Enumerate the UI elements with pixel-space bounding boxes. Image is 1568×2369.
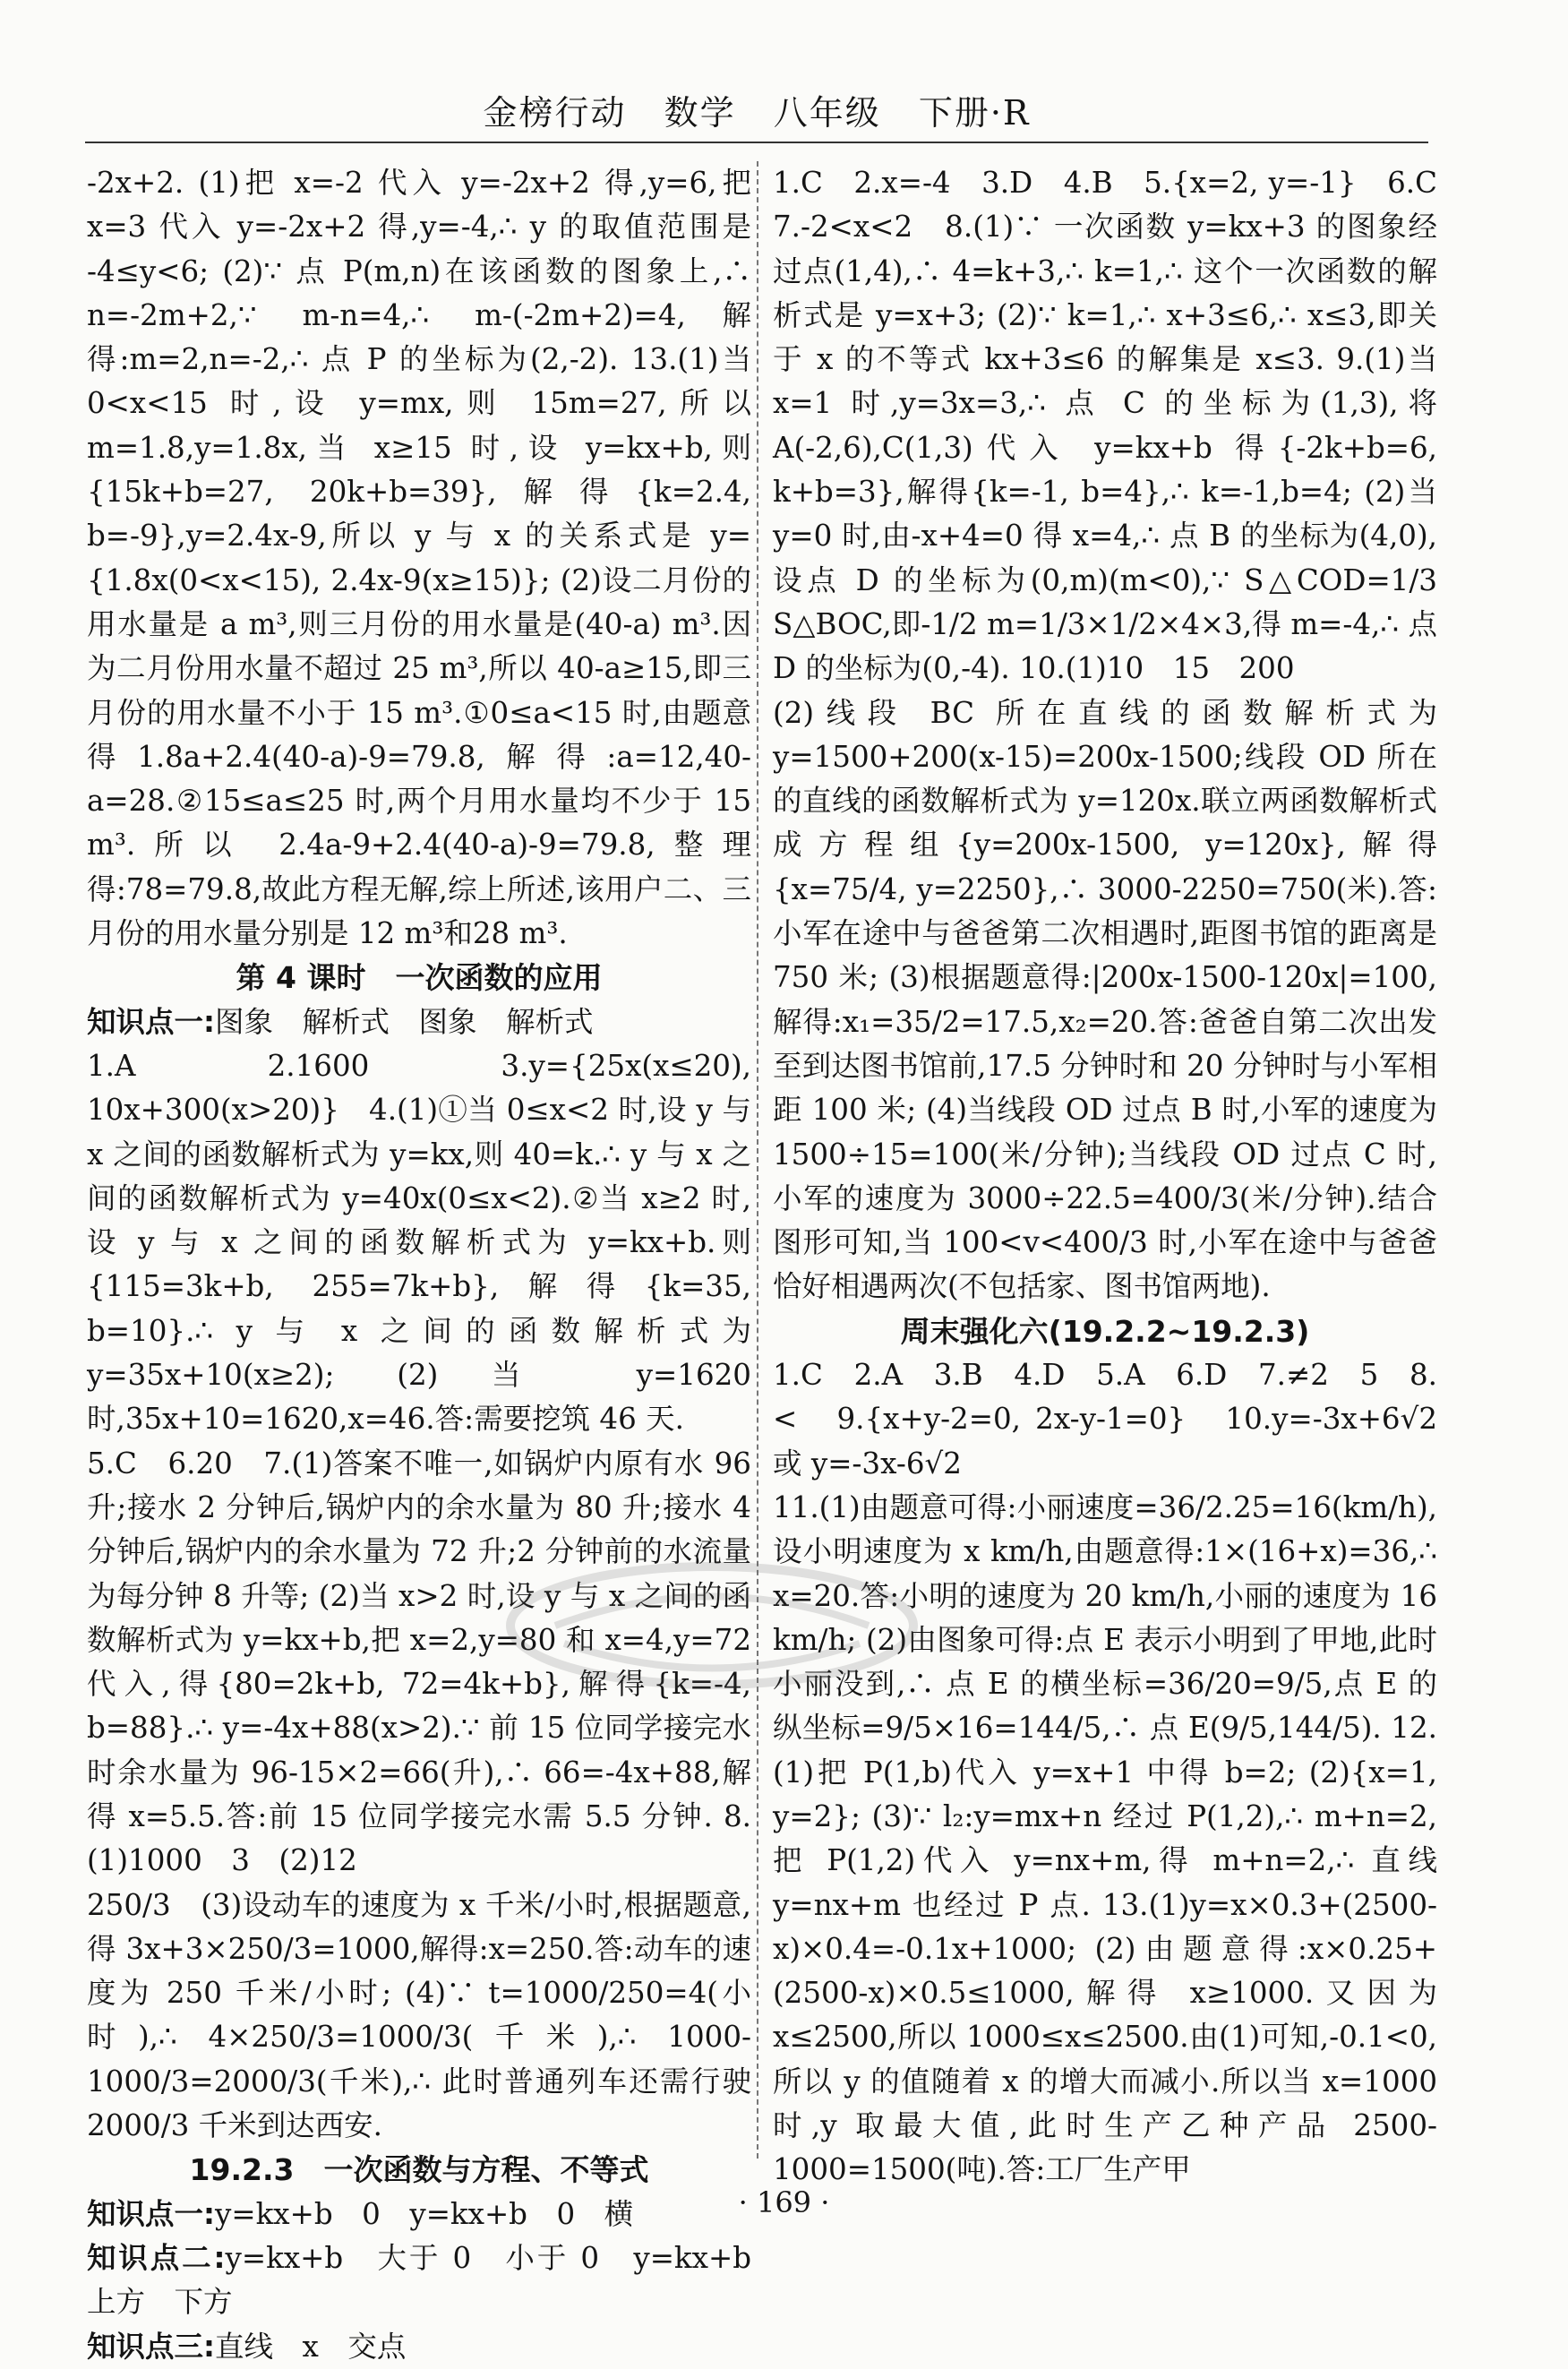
knowledge-point-label: 知识点一: (87, 1004, 215, 1039)
column-divider (757, 161, 758, 2159)
grade-label: 八年级 (773, 93, 881, 133)
section-title: 周末强化六(19.2.2~19.2.3) (900, 1313, 1310, 1349)
answer-paragraph: 1.C 2.x=-4 3.D 4.B 5.{x=2, y=-1} 6.C 7.-2<x<2 8.(1)∵ 一次函数 y=kx+3 的图象经过点(1,4),∴ 4=k+3,∴ k=1,∴ 这个一次函数的解析式是 y=x+3; (2)∵ k=1,∴ x+3≤6,∴ x≤3,即关于 x 的不等式 kx+3≤6 的解集是 x≤3. 9.(1)当 x=1 时,y=3x=3,∴ 点 C 的坐标为(1,3),将 A(-2,6),C(1,3)代入 y=kx+b 得{-2k+b=6, k+b=3},解得{k=-1, b=4},∴ k=-1,b=4; (2)当 y=0 时,由-x+4=0 得 x=4,∴ 点 B 的坐标为(4,0),设点 D 的坐标为(0,m)(m<0),∵ S△COD=1/3 S△BOC,即-1/2 m=1/3×1/2×4×3,得 m=-4,∴ 点 D 的坐标为(0,-4). 10.(1)10 15 200 (773, 166, 1467, 686)
answer-paragraph: 1.A 2.1600 3.y={25x(x≤20), 10x+300(x>20)} 4.(1)①当 0≤x<2 时,设 y 与 x 之间的函数解析式为 y=kx,则 40=k.∴ y 与 x 之间的函数解析式为 y=40x(0≤x<2).②当 x≥2 时,设 y 与 x 之间的函数解析式为 y=kx+b.则{115=3k+b, 255=7k+b},解得{k=35, b=10}.∴ y 与 x 之间的函数解析式为 y=35x+10(x≥2); (2)当 y=1620 时,35x+10=1620,x=46.答:需要挖筑 46 天. (87, 1048, 751, 1437)
knowledge-point-label: 知识点三: (87, 2329, 215, 2364)
knowledge-point-text: y=kx+b 0 y=kx+b 0 横 (215, 2196, 634, 2231)
page-header (85, 85, 1428, 150)
page-number: · 169 · (738, 2185, 830, 2219)
header-rule (85, 142, 1428, 143)
answer-paragraph: 11.(1)由题意可得:小丽速度=36/2.25=16(km/h),设小明速度为 x km/h,由题意得:1×(16+x)=36,∴ x=20.答:小明的速度为 20 km/h,小丽的速度为 16 km/h; (2)由图象可得:点 E 表示小明到了甲地,此时小丽没到,∴ 点 E 的横坐标=36/20=9/5,点 E 的纵坐标=9/5×16=144/5,∴ 点 E(9/5,144/5). 12.(1)把 P(1,b)代入 y=x+1 中得 b=2; (2){x=1, y=2}; (3)∵ l₂:y=mx+n 经过 P(1,2),∴ m+n=2,把 P(1,2)代入 y=nx+m,得 m+n=2,∴ 直线 y=nx+m 也经过 P 点. 13.(1)y=x×0.3+(2500-x)×0.4=-0.1x+1000; (2)由题意得:x×0.25+(2500-x)×0.5≤1000,解得 x≥1000.又因为 x≤2500,所以 1000≤x≤2500.由(1)可知,-0.1<0,所以 y 的值随着 x 的增大而减小.所以当 x=1000 时,y 取最大值,此时生产乙种产品 2500-1000=1500(吨).答:工厂生产甲 (773, 1489, 1437, 2187)
knowledge-point (87, 1000, 751, 1044)
answer-paragraph: 5.C 6.20 7.(1)答案不唯一,如锅炉内原有水 96 升;接水 2 分钟后,锅炉内的余水量为 80 升;接水 4 分钟后,锅炉内的余水量为 72 升;2 分钟前的水流量为每分钟 8 升等; (2)当 x>2 时,设 y 与 x 之间的函数解析式为 y=kx+b,把 x=2,y=80 和 x=4,y=72 代入,得{80=2k+b, 72=4k+b},解得{k=-4, b=88}.∴ y=-4x+88(x>2).∵ 前 15 位同学接完水时余水量为 96-15×2=66(升),∴ 66=-4x+88,解得 x=5.5.答:前 15 位同学接完水需 5.5 分钟. 8.(1)1000 3 (2)12 (87, 1446, 751, 1878)
knowledge-point (87, 2236, 781, 2325)
book-title: 金榜行动 (483, 93, 627, 133)
knowledge-point (87, 2325, 751, 2369)
section-title: 第 4 课时 一次函数的应用 (236, 960, 603, 996)
left-column (87, 161, 781, 2364)
knowledge-point-text: 直线 x 交点 (215, 2329, 407, 2364)
subject-label: 数学 (664, 93, 736, 133)
volume-label: 下册·R (918, 93, 1031, 133)
answer-paragraph: 250/3 (3)设动车的速度为 x 千米/小时,根据题意,得 3x+3×250/3=1000,解得:x=250.答:动车的速度为 250 千米/小时; (4)∵ t=1000/250=4(小时),∴ 4×250/3=1000/3(千米),∴ 1000-1000/3=2000/3(千米),∴ 此时普通列车还需行驶 2000/3 千米到达西安. (87, 1887, 751, 2143)
knowledge-point-text: y=kx+b 大于 0 小于 0 y=kx+b 上方 下方 (87, 2240, 781, 2320)
knowledge-point-label: 知识点二: (87, 2240, 226, 2275)
right-column (773, 161, 1467, 2187)
answer-paragraph: -2x+2. (1)把 x=-2 代入 y=-2x+2 得,y=6,把 x=3 代入 y=-2x+2 得,y=-4,∴ y 的取值范围是 -4≤y<6; (2)∵ 点 P(m,n)在该函数的图象上,∴ n=-2m+2,∵ m-n=4,∴ m-(-2m+2)=4,解得:m=2,n=-2,∴ 点 P 的坐标为(2,-2). 13.(1)当 0<x<15 时,设 y=mx,则 15m=27,所以 m=1.8,y=1.8x,当 x≥15 时,设 y=kx+b,则{15k+b=27, 20k+b=39},解得{k=2.4, b=-9},y=2.4x-9,所以 y 与 x 的关系式是 y={1.8x(0<x<15), 2.4x-9(x≥15)}; (2)设二月份的用水量是 a m³,则三月份的用水量是(40-a) m³.因为二月份用水量不超过 25 m³,所以 40-a≥15,即三月份的用水量不小于 15 m³.①0≤a<15 时,由题意得1.8a+2.4(40-a)-9=79.8,解得:a=12,40-a=28.②15≤a≤25 时,两个月用水量均不少于 15 m³.所以 2.4a-9+2.4(40-a)-9=79.8,整理得:78=79.8,故此方程无解,综上所述,该用户二、三月份的用水量分别是 12 m³和28 m³. (87, 166, 751, 951)
answer-paragraph: 1.C 2.A 3.B 4.D 5.A 6.D 7.≠2 5 8.< 9.{x+y-2=0, 2x-y-1=0} 10.y=-3x+6√2 或 y=-3x-6√2 (773, 1358, 1437, 1481)
knowledge-point-text: 图象 解析式 图象 解析式 (215, 1004, 594, 1039)
knowledge-point-label: 知识点一: (87, 2196, 215, 2231)
section-title: 19.2.3 一次函数与方程、不等式 (189, 2152, 649, 2188)
answer-paragraph: (2)线段 BC 所在直线的函数解析式为 y=1500+200(x-15)=200x-1500;线段 OD 所在的直线的函数解析式为 y=120x.联立两函数解析式成方程组{y=200x-1500, y=120x},解得{x=75/4, y=2250},∴ 3000-2250=750(米).答:小军在途中与爸爸第二次相遇时,距图书馆的距离是 750 米; (3)根据题意得:|200x-1500-120x|=100,解得:x₁=35/2=17.5,x₂=20.答:爸爸自第二次出发至到达图书馆前,17.5 分钟时和 20 分钟时与小军相距 100 米; (4)当线段 OD 过点 B 时,小军的速度为 1500÷15=100(米/分钟);当线段 OD 过点 C 时,小军的速度为 3000÷22.5=400/3(米/分钟).结合图形可知,当 100<v<400/3 时,小军在途中与爸爸恰好相遇两次(不包括家、图书馆两地). (773, 695, 1437, 1304)
